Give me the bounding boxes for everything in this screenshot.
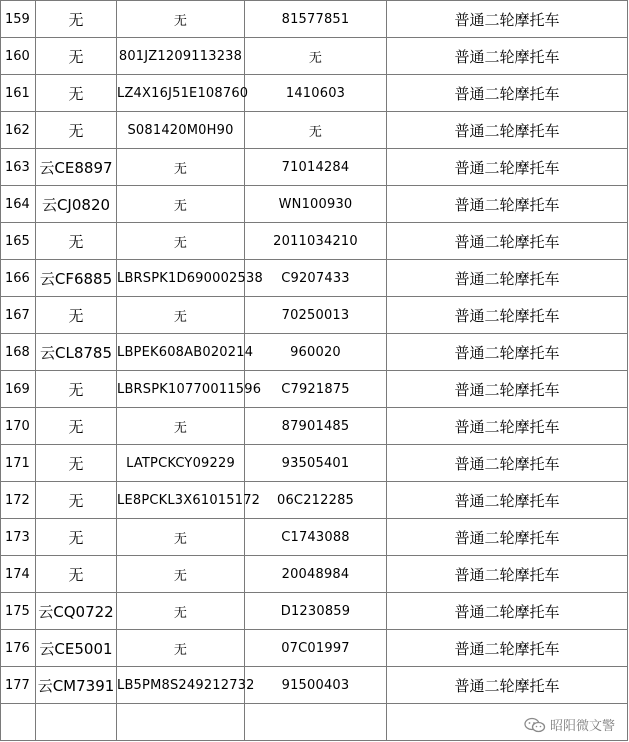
plate-number-cell: 无 [36, 223, 117, 260]
plate-number-cell: 云CE8897 [36, 149, 117, 186]
empty-cell [117, 704, 245, 741]
row-index-cell: 170 [1, 408, 36, 445]
row-index-cell: 162 [1, 112, 36, 149]
vehicle-type-cell: 普通二轮摩托车 [387, 593, 628, 630]
wechat-icon [524, 717, 546, 733]
engine-number-cell: 无 [245, 112, 387, 149]
engine-number-cell: C1743088 [245, 519, 387, 556]
vehicle-type-cell: 普通二轮摩托车 [387, 260, 628, 297]
row-index-cell: 177 [1, 667, 36, 704]
frame-number-cell: S081420M0H90 [117, 112, 245, 149]
row-index-cell: 161 [1, 75, 36, 112]
row-index-cell: 166 [1, 260, 36, 297]
vehicle-type-cell: 普通二轮摩托车 [387, 482, 628, 519]
plate-number-cell: 云CE5001 [36, 630, 117, 667]
engine-number-cell: 2011034210 [245, 223, 387, 260]
row-index-cell: 167 [1, 297, 36, 334]
watermark-text: 昭阳微文警 [549, 719, 615, 734]
plate-number-cell: 无 [36, 519, 117, 556]
table-row [1, 75, 628, 112]
frame-number-cell: 无 [117, 149, 245, 186]
frame-number-cell: 无 [117, 1, 245, 38]
row-index-cell: 175 [1, 593, 36, 630]
row-index-cell: 164 [1, 186, 36, 223]
table-row [1, 519, 628, 556]
plate-number-cell: 无 [36, 38, 117, 75]
frame-number-cell: LE8PCKL3X61015172 [117, 482, 245, 519]
row-index-cell: 160 [1, 38, 36, 75]
engine-number-cell: 960020 [245, 334, 387, 371]
plate-number-cell: 云CM7391 [36, 667, 117, 704]
vehicle-type-cell: 普通二轮摩托车 [387, 334, 628, 371]
vehicle-type-cell: 普通二轮摩托车 [387, 223, 628, 260]
watermark [524, 715, 615, 734]
table-row [1, 297, 628, 334]
frame-number-cell: 无 [117, 593, 245, 630]
plate-number-cell: 无 [36, 112, 117, 149]
frame-number-cell: 无 [117, 408, 245, 445]
row-index-cell: 163 [1, 149, 36, 186]
plate-number-cell: 无 [36, 75, 117, 112]
vehicle-type-cell: 普通二轮摩托车 [387, 371, 628, 408]
frame-number-cell: 无 [117, 186, 245, 223]
frame-number-cell: 无 [117, 297, 245, 334]
empty-cell [245, 704, 387, 741]
row-index-cell: 171 [1, 445, 36, 482]
engine-number-cell: 20048984 [245, 556, 387, 593]
engine-number-cell: 81577851 [245, 1, 387, 38]
row-index-cell: 165 [1, 223, 36, 260]
row-index-cell: 169 [1, 371, 36, 408]
empty-cell [1, 704, 36, 741]
frame-number-cell: 801JZ1209113238 [117, 38, 245, 75]
table-row [1, 667, 628, 704]
frame-number-cell: LATPCKCY09229 [117, 445, 245, 482]
engine-number-cell: C9207433 [245, 260, 387, 297]
table-row [1, 630, 628, 667]
vehicle-type-cell: 普通二轮摩托车 [387, 149, 628, 186]
table-row [1, 38, 628, 75]
plate-number-cell: 云CL8785 [36, 334, 117, 371]
engine-number-cell: 06C212285 [245, 482, 387, 519]
table-row [1, 593, 628, 630]
row-index-cell: 159 [1, 1, 36, 38]
table-row [1, 149, 628, 186]
table-row [1, 408, 628, 445]
engine-number-cell: 93505401 [245, 445, 387, 482]
row-index-cell: 176 [1, 630, 36, 667]
engine-number-cell: C7921875 [245, 371, 387, 408]
plate-number-cell: 无 [36, 482, 117, 519]
engine-number-cell: D1230859 [245, 593, 387, 630]
frame-number-cell: 无 [117, 556, 245, 593]
vehicle-type-cell: 普通二轮摩托车 [387, 667, 628, 704]
engine-number-cell: 无 [245, 38, 387, 75]
table-row [1, 482, 628, 519]
table-row [1, 445, 628, 482]
engine-number-cell: 70250013 [245, 297, 387, 334]
table-row [1, 112, 628, 149]
frame-number-cell: LBRSPK1D690002538 [117, 260, 245, 297]
vehicle-type-cell: 普通二轮摩托车 [387, 408, 628, 445]
frame-number-cell: LB5PM8S249212732 [117, 667, 245, 704]
frame-number-cell: LZ4X16J51E108760 [117, 75, 245, 112]
vehicle-type-cell: 普通二轮摩托车 [387, 445, 628, 482]
vehicle-type-cell: 普通二轮摩托车 [387, 519, 628, 556]
row-index-cell: 168 [1, 334, 36, 371]
row-index-cell: 172 [1, 482, 36, 519]
row-index-cell: 174 [1, 556, 36, 593]
plate-number-cell: 无 [36, 445, 117, 482]
plate-number-cell: 无 [36, 408, 117, 445]
table-row [1, 556, 628, 593]
plate-number-cell: 云CJ0820 [36, 186, 117, 223]
vehicle-table-body [1, 1, 628, 741]
vehicle-type-cell: 普通二轮摩托车 [387, 556, 628, 593]
table-row [1, 186, 628, 223]
plate-number-cell: 无 [36, 297, 117, 334]
row-index-cell: 173 [1, 519, 36, 556]
table-row [1, 223, 628, 260]
vehicle-type-cell: 普通二轮摩托车 [387, 112, 628, 149]
engine-number-cell: WN100930 [245, 186, 387, 223]
table-row [1, 334, 628, 371]
frame-number-cell: LBPEK608AB020214 [117, 334, 245, 371]
engine-number-cell: 07C01997 [245, 630, 387, 667]
plate-number-cell: 云CF6885 [36, 260, 117, 297]
empty-cell [36, 704, 117, 741]
vehicle-type-cell: 普通二轮摩托车 [387, 297, 628, 334]
engine-number-cell: 91500403 [245, 667, 387, 704]
plate-number-cell: 无 [36, 1, 117, 38]
plate-number-cell: 无 [36, 371, 117, 408]
table-row [1, 371, 628, 408]
frame-number-cell: 无 [117, 223, 245, 260]
engine-number-cell: 71014284 [245, 149, 387, 186]
frame-number-cell: LBRSPK10770011596 [117, 371, 245, 408]
vehicle-type-cell: 普通二轮摩托车 [387, 1, 628, 38]
frame-number-cell: 无 [117, 519, 245, 556]
vehicle-type-cell: 普通二轮摩托车 [387, 186, 628, 223]
vehicle-type-cell: 普通二轮摩托车 [387, 38, 628, 75]
table-row [1, 260, 628, 297]
plate-number-cell: 云CQ0722 [36, 593, 117, 630]
table-row [1, 1, 628, 38]
vehicle-type-cell: 普通二轮摩托车 [387, 75, 628, 112]
engine-number-cell: 1410603 [245, 75, 387, 112]
engine-number-cell: 87901485 [245, 408, 387, 445]
plate-number-cell: 无 [36, 556, 117, 593]
vehicle-type-cell: 普通二轮摩托车 [387, 630, 628, 667]
frame-number-cell: 无 [117, 630, 245, 667]
